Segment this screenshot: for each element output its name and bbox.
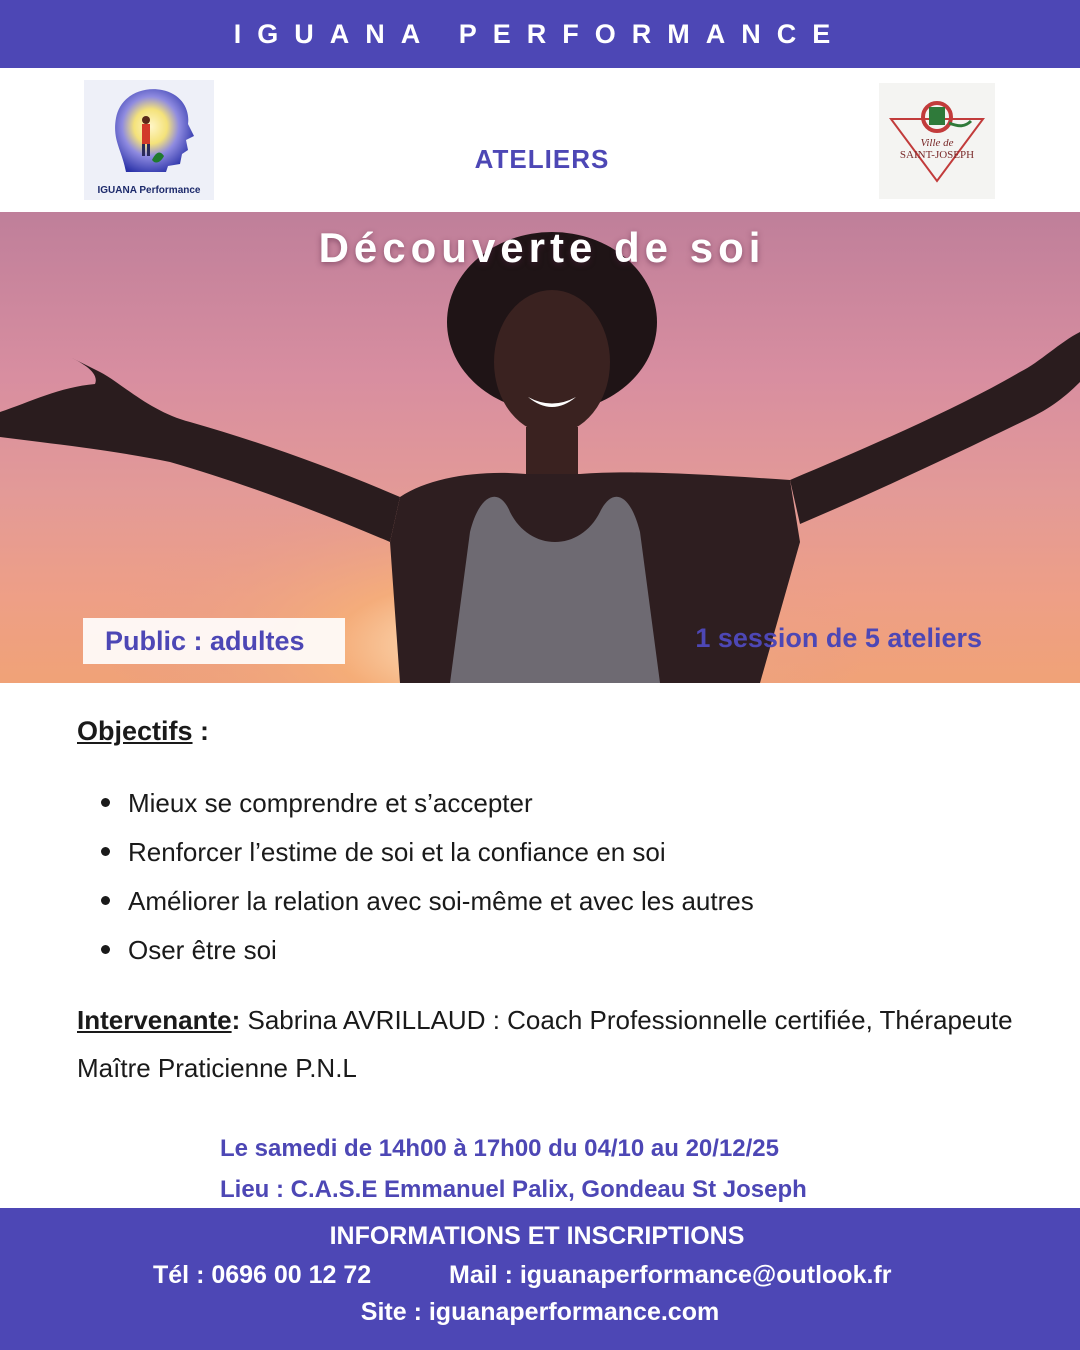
city-logo-name: SAINT-JOSEPH (899, 149, 975, 161)
schedule-block (220, 1128, 807, 1210)
bullet-icon (101, 896, 110, 905)
intervenante-label: Intervenante (77, 1005, 232, 1035)
public-label: Public : adultes (105, 625, 305, 656)
public-badge (83, 618, 345, 664)
footer-heading: INFORMATIONS ET INSCRIPTIONS (329, 1222, 745, 1250)
ateliers-heading: ATELIERS (474, 144, 610, 174)
saint-joseph-logo (879, 83, 995, 199)
objectif-text: Améliorer la relation avec soi-même et avec les autres (128, 885, 754, 916)
bullet-icon (101, 798, 110, 807)
objectif-text: Renforcer l’estime de soi et la confiance en soi (128, 836, 666, 867)
schedule-place: Lieu : C.A.S.E Emmanuel Palix, Gondeau St Joseph (220, 1176, 807, 1203)
footer-phone[interactable]: Tél : 0696 00 12 72 (153, 1261, 372, 1289)
objectifs-heading (77, 716, 209, 747)
footer-mail[interactable]: Mail : iguanaperformance@outlook.fr (449, 1261, 892, 1289)
list-item (78, 876, 754, 925)
top-banner (0, 0, 1080, 68)
brand-title: IGUANA PERFORMANCE (233, 18, 847, 49)
objectifs-colon: : (192, 716, 210, 746)
objectif-text: Oser être soi (128, 934, 277, 965)
header-row (0, 68, 1080, 212)
list-item (78, 925, 754, 974)
intervenante-text: Sabrina AVRILLAUD : Coach Professionnelle certifiée, Thérapeute Maître Praticienne P.N.L (77, 1005, 1013, 1083)
iguana-logo-caption: IGUANA Performance (97, 185, 201, 196)
bullet-icon (101, 945, 110, 954)
intervenante-colon: : (231, 1005, 241, 1035)
intervenante-block (77, 996, 1017, 1092)
session-label: 1 session de 5 ateliers (695, 623, 982, 653)
city-logo-ville: Ville de (920, 137, 954, 149)
bullet-icon (101, 847, 110, 856)
footer-site[interactable]: Site : iguanaperformance.com (360, 1298, 720, 1326)
iguana-logo (84, 80, 214, 200)
info-footer (0, 1208, 1080, 1350)
schedule-date: Le samedi de 14h00 à 17h00 du 04/10 au 20/12/25 (220, 1135, 779, 1162)
hero-photo (0, 212, 1080, 683)
hero-title: Découverte de soi (318, 224, 766, 271)
hero-banner (0, 212, 1080, 683)
objectifs-title: Objectifs (77, 716, 193, 746)
list-item (78, 778, 754, 827)
objectifs-list (78, 778, 754, 974)
list-item (78, 827, 754, 876)
objectif-text: Mieux se comprendre et s’accepter (128, 787, 533, 818)
